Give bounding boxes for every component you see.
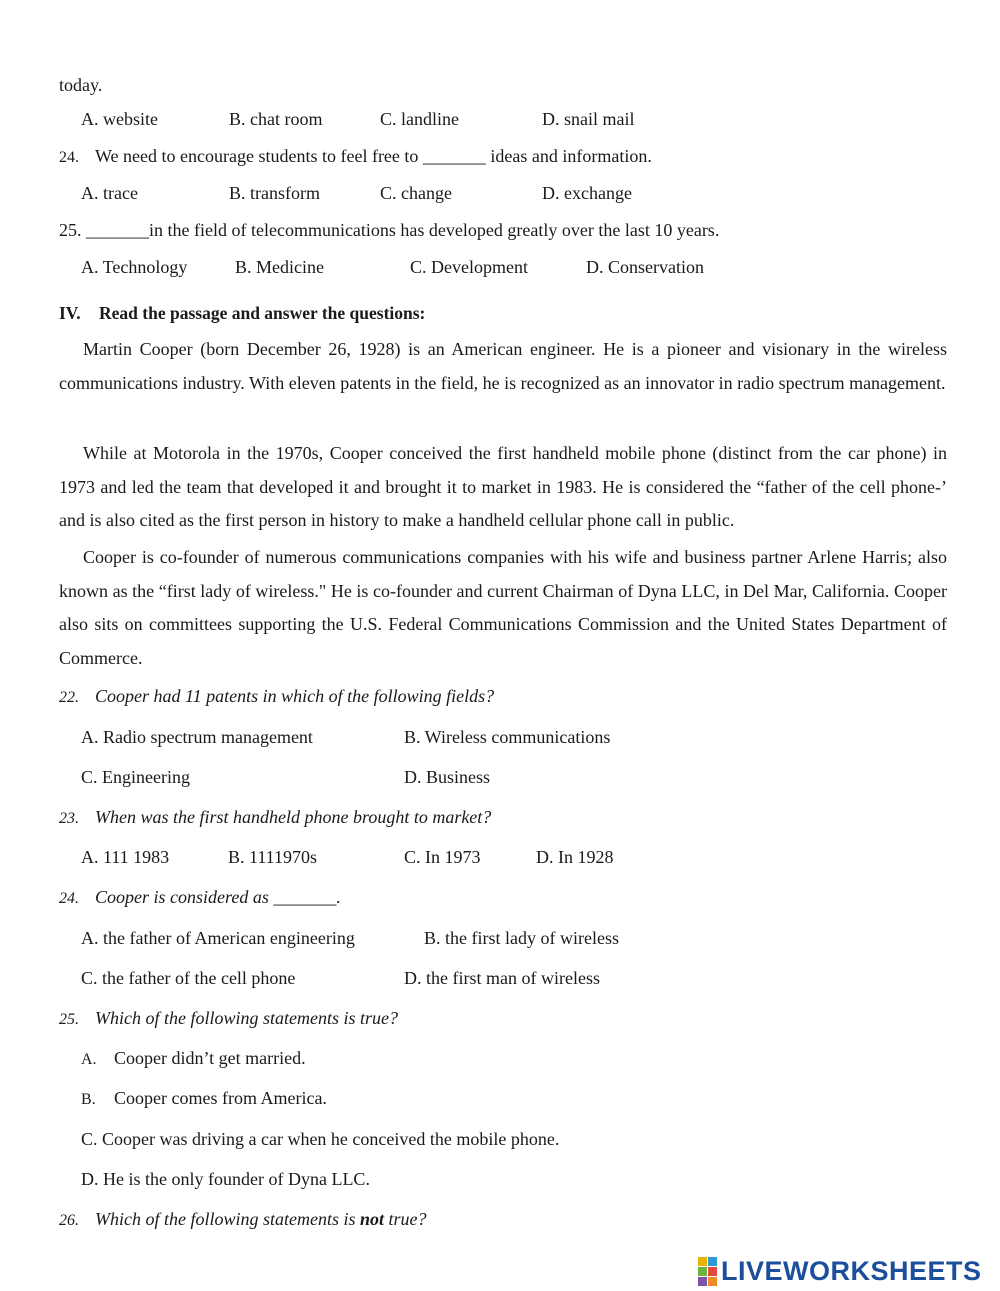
question-number: 25. <box>59 1011 79 1028</box>
option-c: C. the father of the cell phone <box>81 968 296 988</box>
question-emphasis: not <box>359 1209 384 1229</box>
question-26 <box>59 1209 427 1231</box>
option-d: D. the first man of wireless <box>404 968 600 988</box>
option-a: A. trace <box>81 183 138 203</box>
option-text: Cooper comes from America. <box>114 1088 327 1108</box>
passage-paragraph-3: Cooper is co-founder of numerous communications companies with his wife and business partner Arlene Harris; also known as the “first lady of wireless." He is co-founder and current Chairman of Dyna LLC, in Del Mar, California. Cooper also sits on committees supporting the U.S. Federal Communications Commission and the United States Department of Commerce. <box>59 547 947 668</box>
logo-blocks-icon <box>698 1257 717 1286</box>
option-d: D. snail mail <box>542 109 635 129</box>
question-text: We need to encourage students to feel free to _______ ideas and information. <box>95 146 652 166</box>
option-c: C. landline <box>380 109 459 129</box>
section-title: Read the passage and answer the questions: <box>99 303 426 323</box>
section-heading <box>59 303 425 324</box>
section-number: IV. <box>59 303 81 323</box>
question-text: Cooper had 11 patents in which of the following fields? <box>95 686 495 706</box>
option-c: C. In 1973 <box>404 847 481 867</box>
option-c: C. change <box>380 183 452 203</box>
question-24 <box>59 887 341 909</box>
liveworksheets-logo <box>698 1256 982 1286</box>
question-text: When was the first handheld phone brought to market? <box>95 807 492 827</box>
logo-text: LIVEWORKSHEETS <box>721 1255 982 1286</box>
question-number: 26. <box>59 1212 79 1229</box>
question-number: 22. <box>59 689 79 706</box>
passage-paragraph-2: While at Motorola in the 1970s, Cooper conceived the first handheld mobile phone (distinct from the car phone) in 1973 and led the team that developed it and brought it to market in 1983. He is considered the “father of the cell phone-’ and is also cited as the first person in history to make a handheld cellular phone call in public. <box>59 443 947 530</box>
option-a: A. 111 1983 <box>81 847 170 867</box>
option-a: A. Radio spectrum management <box>81 727 313 747</box>
passage-paragraph-1: Martin Cooper (born December 26, 1928) is an American engineer. He is a pioneer and visionary in the wireless communications industry. With eleven patents in the field, he is recognized as an innovator in radio spectrum management. <box>59 339 947 393</box>
option-b: B. transform <box>229 183 320 203</box>
question-22 <box>59 686 494 708</box>
question-text-after: true? <box>384 1209 427 1229</box>
question-number: 23. <box>59 810 79 827</box>
option-b: B. 1111970s <box>228 847 318 867</box>
option-b: B. chat room <box>229 109 323 129</box>
option-text: Cooper didn’t get married. <box>114 1048 306 1068</box>
question-number: 24. <box>59 149 79 166</box>
question-number: 24. <box>59 890 79 907</box>
option-b: B. the first lady of wireless <box>424 928 619 948</box>
option-c: C. Engineering <box>81 767 190 787</box>
option-d: D. In 1928 <box>536 847 614 867</box>
option-d: D. Conservation <box>586 257 704 277</box>
question-text-before: Which of the following statements is <box>95 1209 360 1229</box>
question-25 <box>59 1008 398 1030</box>
option-letter: A. <box>81 1051 97 1068</box>
option-d: D. Business <box>404 767 491 787</box>
option-b <box>81 1088 327 1110</box>
intro-fragment: today. <box>59 75 103 95</box>
option-b: B. Wireless communications <box>404 727 611 747</box>
option-c: C. Cooper was driving a car when he conceived the mobile phone. <box>81 1129 560 1149</box>
option-a: A. the father of American engineering <box>81 928 355 948</box>
option-d: D. He is the only founder of Dyna LLC. <box>81 1169 370 1189</box>
option-letter: B. <box>81 1091 96 1108</box>
option-a: A. Technology <box>81 257 188 277</box>
option-c: C. Development <box>410 257 528 277</box>
question-25-fill: 25. _______in the field of telecommunications has developed greatly over the last 10 years. <box>59 220 720 240</box>
question-24-fill <box>59 146 652 168</box>
option-a: A. website <box>81 109 158 129</box>
question-text: Cooper is considered as _______. <box>95 887 341 907</box>
option-d: D. exchange <box>542 183 632 203</box>
option-a <box>81 1048 306 1070</box>
option-b: B. Medicine <box>235 257 324 277</box>
question-text: Which of the following statements is true? <box>95 1008 398 1028</box>
question-23 <box>59 807 491 829</box>
